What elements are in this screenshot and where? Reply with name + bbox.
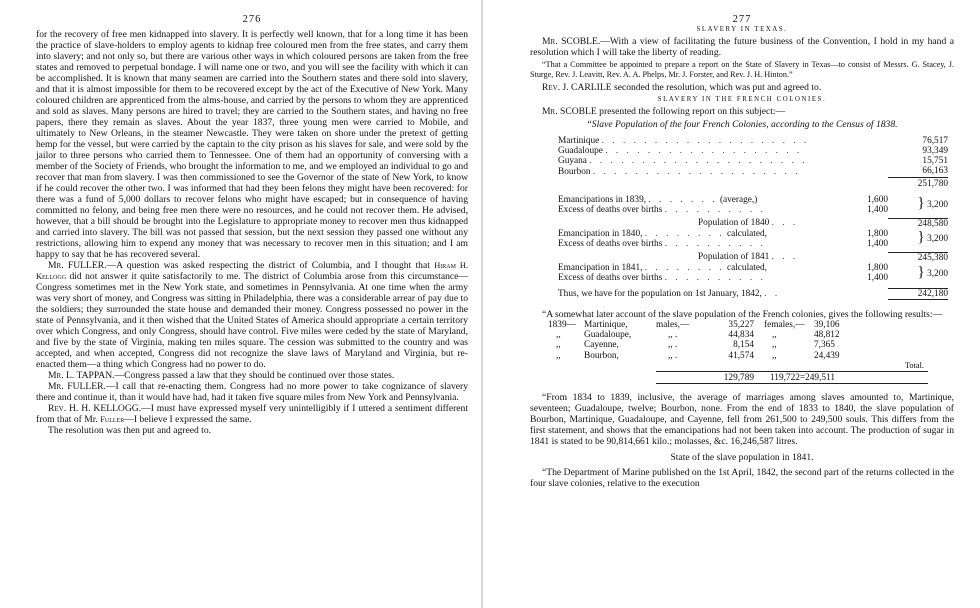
marriages-paragraph: “From 1834 to 1839, inclusive, the average of marriages among slaves amounted to, Martinique, seventeen; Guadaloupe, twelve; Bourbon, none. From the end of 1833 to 1840, the slave population of Bourbon, Martinique, Guadaloupe, and Cayenne, fell from 261,500 to 249,500 souls. This differs from the first statement, and shows that the emancipations had not been taken into account. The production of sugar in 1841 is stated to be 90,814,661 kilo.; molasses, &c. 16,246,587 litres. xyxy=(530,392,954,448)
row-label: Thus, we have for the population on 1st January, 1842, xyxy=(558,288,762,299)
table-row: Guyana . . . . . . . . . . . . . . . . . . . . . 15,751 xyxy=(558,156,948,167)
table-row xyxy=(548,351,928,361)
row-value: 1,600 xyxy=(867,194,888,205)
row-label: Excess of deaths over births xyxy=(558,204,663,215)
females-value: 39,106 xyxy=(814,320,840,331)
tappan-speech xyxy=(36,370,468,381)
colony-name: Martinique xyxy=(558,135,600,146)
table-row: Excess of deaths over births . . . . . . . . . . 1,400 xyxy=(558,239,888,250)
page-gutter xyxy=(481,0,483,608)
colony-name: Bourbon xyxy=(558,166,591,177)
row-value: 1,800 xyxy=(867,262,888,273)
row-prefix: ,, xyxy=(556,350,561,361)
table-row xyxy=(558,177,948,189)
table-row xyxy=(548,320,928,330)
row-label: Emancipation in 1840, xyxy=(558,228,643,239)
population-value: 245,380 xyxy=(888,252,948,263)
table-row: Population of 1840 . . . 248,580 xyxy=(698,218,948,229)
table-row xyxy=(548,340,928,350)
scoble-speech xyxy=(530,36,954,58)
deduction-value: 3,200 xyxy=(927,268,948,279)
males-label: males,— xyxy=(656,320,690,331)
colony-name: Guadaloupe, xyxy=(584,330,632,341)
scoble-speech-text: —With a view of facilitating the future business of the Convention, I hold in my hand a resolution which I will take the liberty of reading. xyxy=(530,36,954,58)
later-account-intro: “A somewhat later account of the slave population of the French colonies, gives the following results:— xyxy=(542,309,943,321)
table-row: Emancipation in 1840, . . . . . . . . calculated, 1,800 } 3,200 xyxy=(558,228,948,246)
row-label: Population of 1841 xyxy=(698,252,770,263)
row-note: (average,) xyxy=(719,194,758,205)
census-heading: “Slave Population of the four French Colonies, according to the Census of 1838. xyxy=(586,119,898,131)
speaker-tappan: Mr. L. TAPPAN. xyxy=(48,370,115,381)
census-total: 251,780 xyxy=(888,177,948,189)
speaker-fuller-second: Mr. FULLER. xyxy=(48,381,106,392)
females-label: ,, xyxy=(772,350,777,361)
marine-paragraph: “The Department of Marine published on the 1st April, 1842, the second part of the returns collected in the four slave colonies, relative to the execution xyxy=(530,467,954,490)
males-value: 41,574 xyxy=(728,350,754,361)
closing-line: The resolution was then put and agreed to. xyxy=(48,425,212,436)
later-account-table xyxy=(548,320,928,384)
row-value: 1,800 xyxy=(867,228,888,239)
row-note: calculated, xyxy=(726,262,767,273)
scoble-report-text: presented the following report on this subject:— xyxy=(596,106,786,118)
males-value: 44,834 xyxy=(728,330,754,341)
table-row xyxy=(548,372,928,384)
fuller-second-speech xyxy=(36,381,468,403)
left-page xyxy=(0,0,478,608)
tappan-speech-text: —Congress passed a law that they should be continued over those states. xyxy=(114,370,395,381)
colony-value: 76,517 xyxy=(922,135,948,146)
females-label: ,, xyxy=(772,330,777,341)
colony-name: Guadaloupe xyxy=(558,145,603,156)
males-label: ,, . xyxy=(668,330,678,341)
row-label: Excess of deaths over births xyxy=(558,239,663,250)
brace-icon: } xyxy=(917,263,925,280)
table-row xyxy=(548,330,928,340)
row-prefix: 1839— xyxy=(548,320,576,331)
scoble-report-line xyxy=(530,106,954,117)
brace-icon: } xyxy=(917,195,925,212)
row-value: 1,400 xyxy=(867,239,888,250)
left-page-number: 276 xyxy=(242,14,262,25)
colony-value: 93,349 xyxy=(922,145,948,156)
table-row: Emancipation in 1841, . . . . . . . . calculated, 1,800 } 3,200 xyxy=(558,262,948,280)
speaker-fuller: Mr. FULLER. xyxy=(48,260,107,271)
row-prefix: ,, xyxy=(556,340,561,351)
row-value: 1,400 xyxy=(867,204,888,215)
colony-value: 15,751 xyxy=(922,156,948,167)
table-row: Bourbon . . . . . . . . . . . . . . . . . . . . 66,163 xyxy=(558,166,948,177)
table-row: Emancipations in 1839, . . . . . . . (average,) 1,600 } 3,200 xyxy=(558,194,948,212)
row-label: Emancipation in 1841, xyxy=(558,262,643,273)
fuller-reference: Fuller xyxy=(100,415,125,424)
males-value: 35,227 xyxy=(728,320,754,331)
deduction-value: 3,200 xyxy=(927,234,948,245)
carlile-text: seconded the resolution, which was put and agreed to. xyxy=(611,82,822,94)
males-sum: 129,789 xyxy=(656,372,754,384)
table-row: Guadaloupe . . . . . . . . . . . . . . . . . . . 93,349 xyxy=(558,145,948,156)
table-row: Thus, we have for the population on 1st January, 1842, . . 242,180 xyxy=(558,288,948,299)
speaker-carlile: Rev. J. CARLILE xyxy=(542,82,612,94)
females-label: females,— xyxy=(764,320,805,331)
table-row xyxy=(548,361,928,372)
kellogg-speech xyxy=(36,403,468,425)
population-1842-value: 242,180 xyxy=(888,288,948,299)
fuller-second-text: —I call that re-enacting them. Congress had no more power to take cognizance of slavery there and continue it, than it would have had, had it taken five square miles from New York and Pennsylvania. xyxy=(36,381,468,403)
kellogg-speech-part-a: —I must have expressed myself very unintelligibly if I uttered a sentiment different from that of Mr. xyxy=(36,403,469,425)
census-table xyxy=(558,136,948,300)
opening-paragraph: for the recovery of free men kidnapped into slavery. It is perfectly well known, that for a long time it has been the practice of slave-holders to employ agents to kidnap free coloured men from the free states, and carry them into slavery; and not only so, but there are various other ways in which coloured persons are taken from the free states and removed to perpetual bondage. I will name one or two, and you will see the facility with which it can be accomplished. It is known that many seamen are carried into the Southern states and there sold into slavery, and that it is almost impossible for them to be recovered except by the act of the Executive of New York. Many coloured children are apprenticed from the alms-house, and carried by the persons to whom they are apprenticed and sold as slaves. Many persons are hired to travel; they are carried to the Southern states, and having no free papers, there they remain as slaves. About the year 1837, three young men were carried to Mobile, and ultimately to New Orleans, in the steamer Newcastle. They were taken on shore under the pretext of getting hemp for the vessel, but were carried by the captain to the city prison as his slaves for sale, and were sold by the jailor to three persons who carried them to Tennessee. One of them had an opportunity of conversing with a member of the Society of Friends, who brought the information to me, and we employed an individual to go and recover that man from slavery. I was then commissioned to see the Governor of the state of New York, to know if he could recover the other two. I was informed that had they been felons they might have been recovered: for there was a fund of 5,000 dollars to recover felons who might have escaped; but in consequence of having committed no felony, and being free men there were no resources, and he could not recover them. He advised, however, that a bill should be brought into the Legislature to appropriate money to recover men thus kidnapped and carried into slavery. The bill was not passed that session, but the next session they passed one without any restrictions, allowing him to expend any money that was necessary to recover men in this situation; and I am happy to say that he has recovered several. xyxy=(36,29,468,260)
males-value: 8,154 xyxy=(733,340,754,351)
speaker-scoble-second: Mr. SCOBLE xyxy=(542,106,597,118)
colony-name: Cayenne, xyxy=(584,340,619,351)
section-heading: SLAVERY IN THE FRENCH COLONIES. xyxy=(657,96,827,104)
kellogg-speech-part-b: —I believe I expressed the same. xyxy=(124,414,252,425)
running-head: SLAVERY IN TEXAS. xyxy=(696,26,788,33)
deduction-value: 3,200 xyxy=(927,200,948,211)
females-value: 24,439 xyxy=(814,350,840,361)
females-value: 7,365 xyxy=(814,340,835,351)
females-value: 48,812 xyxy=(814,330,840,341)
row-label: Excess of deaths over births xyxy=(558,273,663,284)
total-label: Total. xyxy=(904,360,924,370)
row-note: calculated, xyxy=(726,228,767,239)
row-value: 1,400 xyxy=(867,273,888,284)
row-label: Emancipations in 1839, xyxy=(558,194,647,205)
colony-value: 66,163 xyxy=(922,166,948,177)
table-row: Excess of deaths over births . . . . . . . . . . 1,400 xyxy=(558,204,888,215)
row-prefix: ,, xyxy=(556,330,561,341)
fuller-speech-part-b: did not answer it quite satisfactorily to me. The district of Columbia arose from this circumstance—Congress sometimes met in the New York state, and sometimes in Pennsylvania. At one time when the army was very short of money, and Congress was sitting in Philadelphia, there was a considerable arrear of pay due to the soldiers; they surrounded the state house and demanded their money. Congress possessed no power in the state of Pennsylvania, and it then wished that the United States of America should appropriate a certain territory over which Congress, and only Congress, should have control. Five miles were ceded by the state of Maryland, and five by the state of Virginia, making ten miles square. The cession was submitted to the country and was accepted, and when accepted, Congress did not recognize the slave laws of Maryland and Virginia, but re-enacted them—a thing which Congress had no power to do. xyxy=(36,271,468,370)
kellogg-name: Hiram H. Kellogg xyxy=(36,261,469,281)
population-value: 248,580 xyxy=(888,218,948,229)
state-heading: State of the slave population in 1841. xyxy=(670,452,814,464)
females-sum-total: 119,722=249,511 xyxy=(754,372,928,384)
colony-name: Bourbon, xyxy=(584,350,619,361)
table-row: Excess of deaths over births . . . . . . . . . . 1,400 xyxy=(558,273,888,284)
right-page-number: 277 xyxy=(732,14,752,25)
brace-icon: } xyxy=(917,229,925,246)
carlile-line xyxy=(530,82,954,93)
speaker-scoble: Mr. SCOBLE. xyxy=(542,36,601,47)
right-page xyxy=(486,0,980,608)
fuller-speech xyxy=(36,260,468,370)
table-row: Martinique . . . . . . . . . . . . . . . . . . . . 76,517 xyxy=(558,135,948,146)
males-label: ,, . xyxy=(668,350,678,361)
males-label: ,, . xyxy=(668,340,678,351)
resolution-text: “That a Committee be appointed to prepare a report on the State of Slavery in Texas—to consist of Messrs. G. Stacey, J. Sturge, Rev. J. Leavitt, Rev. A. A. Phelps, Mr. J. Forster, and Rev. J. H. Hinton.” xyxy=(530,60,954,79)
colony-name: Guyana xyxy=(558,156,587,167)
table-row: Population of 1841 . . . 245,380 xyxy=(698,252,948,263)
row-label: Population of 1840 xyxy=(698,218,770,229)
colony-name: Martinique, xyxy=(584,320,628,331)
fuller-speech-part-a: —A question was asked respecting the district of Columbia, and I thought that xyxy=(106,260,435,271)
females-label: ,, xyxy=(772,340,777,351)
speaker-kellogg: Rev. H. H. KELLOGG. xyxy=(48,403,142,414)
